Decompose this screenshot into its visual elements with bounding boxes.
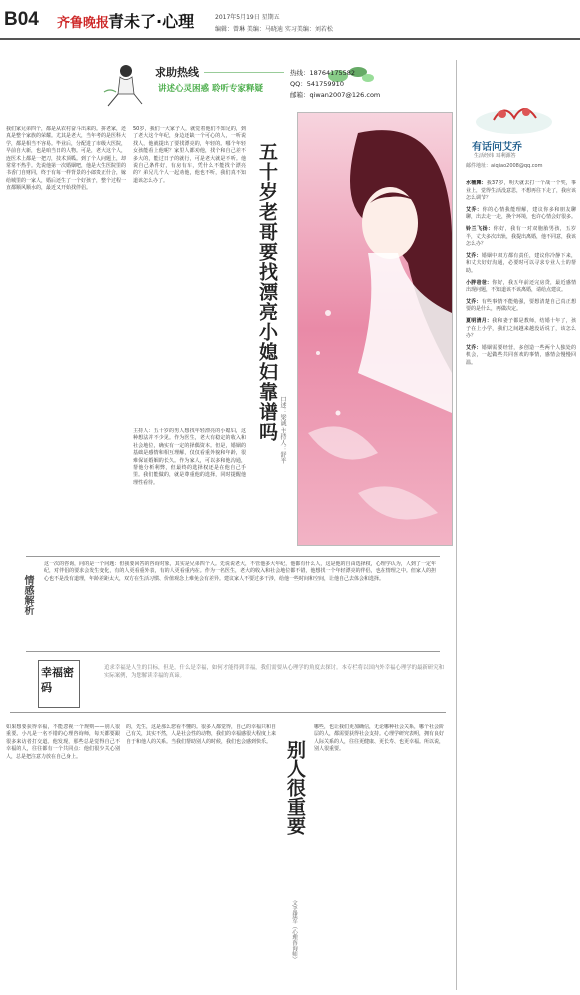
happiness-col3: 哪些，也让我们更加确信，无论哪种社会关系，哪个社会阶层的人，都需要获得社会支持。心理学研究表明，拥有良好人际关系的人，往往更健康、更长寿、也更幸福。所以说，别人很重要。 xyxy=(314,724,444,753)
qa-text: 婚姻需要经营，多创造一些两个人独处的机会，一起做些共同喜欢的事情，感情会慢慢回温。 xyxy=(466,344,576,366)
happiness-badge xyxy=(38,660,80,708)
qa-text: 婚姻中双方都有责任，建议你冷静下来，和丈夫好好沟通，必要时可以寻求专业人士的帮助。 xyxy=(466,252,576,274)
hotline-phone: 热线：18764175582 xyxy=(290,69,355,77)
happiness-badge-text: 幸福密码 xyxy=(41,666,74,694)
qa-text: 我37岁，明天就去打一个战一个奖，事业上，觉得生活没意思，不想再往下走了，我应该怎么调节？ xyxy=(466,180,576,202)
qa-entry xyxy=(466,226,576,249)
figure-illustration xyxy=(100,62,144,108)
main-story-byline: 口述：梁诚 主持人：舒平 xyxy=(279,396,286,464)
qa-text: 我和妻子都是教师，结婚十年了，孩子在上小学，我们之间越来越没话说了，该怎么办？ xyxy=(466,317,576,340)
hotline-underline xyxy=(204,72,284,73)
qa-entry xyxy=(466,345,576,368)
hotline-email: 邮箱：qiwan2007@126.com xyxy=(290,91,381,99)
hotline-title: 求助热线 xyxy=(155,66,199,79)
column-box-email: 邮件地址：aiqiao2008@qq.com xyxy=(466,163,543,169)
qa-asker: 夏明清月： xyxy=(466,317,493,324)
happiness-col2: 的，先生，这是那么您看不懂的。很多人都觉得，自己的幸福只和自己有关，其实不然，人是社会性的动物，我们的幸福感很大程度上来自于和他人的关系。当我们帮助别人的时候，我们也会感到快乐。 xyxy=(126,724,276,745)
qa-text: 你好，我有一对双胞胎男孩，五岁半，丈夫多次出轨，我提出离婚，他不同意，我该怎么办？ xyxy=(466,225,576,248)
qa-asker: 艾乔： xyxy=(466,344,482,351)
happiness-lead: 追求幸福是人生的目标，但是，什么是幸福，如何才能得到幸福，我们需要从心理学的角度去探讨。本专栏将以国内外幸福心理学的最新研究和实际案例，为您解读幸福的真谛。 xyxy=(104,665,444,679)
qa-text: 你好，我五年前还完房贷，最近感情出现问题，不知道该不该离婚，请给点建议。 xyxy=(466,279,576,294)
main-story-col2: 50岁，我们一大家子人，就觉着他们不知足的，到了老大这个年纪，身边还缺一个可心的人，一听说找人，他就提出了要找漂亮的，年轻的。哪个年轻女孩能看上他呢？家里人都劝他，找个和自己差不多大的，能过日子的就行，可是老大就是不听。他说自己条件好，有房有车，凭什么不能找个漂亮的？弟兄几个人一起劝他，他也不听，我们真不知道该怎么办了。 xyxy=(133,126,246,184)
column-box-subtitle: 生活经纬 耳利源答 xyxy=(474,153,516,159)
qa-entry xyxy=(466,299,576,314)
happiness-title: 别人很重要 xyxy=(284,740,306,835)
analysis-label: 情感解析 xyxy=(22,575,33,615)
right-column-divider xyxy=(456,60,457,990)
main-story-title: 五十岁老哥要找漂亮小媳妇靠谱吗 xyxy=(256,142,278,442)
qa-asker: 艾乔： xyxy=(466,252,482,259)
sidebar-qa-list xyxy=(466,180,576,980)
analysis-box xyxy=(22,556,440,652)
qa-text: 有些事情不能勉强，要想清楚自己真正想要的是什么，再做决定。 xyxy=(466,298,576,313)
column-box-art xyxy=(474,92,554,136)
happiness-byline: 文/孟建军（心理咨询师） xyxy=(291,900,297,963)
masthead xyxy=(0,0,580,42)
main-story-col1: 我们家兄弟四个，都是从农村奋斗出来的。拼老家，还真是整个家族的荣耀。尤其是老大，当年考的是医科大学，都是相当不容易。毕业后，分配进了市级大医院，早前自大新，也是咱当日的人物。可是，老大这个人，连医术上都是一把刀，技术顶呱。到了个人问题上，却常常不热乎。先说他第一次婚姻吧，他是大生医院里的书香门自财同，终于有每一样背景的小郎贵正什合，嫁给城里的一家人，婚后还生了一个好孩子，整个过程一直都顺风顺水的，最近又开始找伴侣。 xyxy=(6,126,126,192)
main-story-col3: 主持人：五十岁的男人想找年轻漂亮的小媳妇，这种想法并不少见。作为医生，老大有稳定的收入和社会地位，确实有一定的择偶资本。但是，婚姻的基础是感情和相互理解，仅仅看重外貌和年龄，很难保证婚姻的长久。作为家人，可以多和他沟通，帮他分析利弊，但最终的选择权还是在他自己手里。我们能做的，就是尊重他的选择，同时提醒他理性看待。 xyxy=(133,428,246,486)
qa-asker: 铃兰飞扬： xyxy=(466,225,494,232)
woman-illustration xyxy=(297,112,453,546)
hotline-tagline: 讲述心灵困惑 聆听专家释疑 xyxy=(158,84,263,94)
qa-text: 你的心情我能理解，建议你多和朋友聊聊，出去走一走，换个环境，也许心情会好很多。 xyxy=(466,206,576,221)
qa-entry xyxy=(466,207,576,222)
page-number: B04 xyxy=(4,9,39,30)
qa-entry xyxy=(466,280,576,295)
qa-asker: 水楠舞： xyxy=(466,180,487,186)
qa-asker: 小胖爸爸： xyxy=(466,279,493,286)
qa-asker: 艾乔： xyxy=(466,206,483,213)
section-title: 青未了·心理 xyxy=(108,12,195,31)
hotline-qq: QQ：541759910 xyxy=(290,80,344,88)
qa-entry xyxy=(466,180,576,203)
masthead-rule xyxy=(0,38,580,40)
happiness-col1: 如果想要获得幸福，不能忽视一个规则——别人很重要。小凡是一名不错的心理咨询师，每天都要跟很多来访者打交道。他发现，那些总是觉得自己不幸福的人，往往都有一个共同点：他们很少关心别人，总是把注意力放在自己身上。 xyxy=(6,724,120,760)
date-line: 2017年5月19日 星期五 xyxy=(215,14,280,21)
column-box-title: 有话问艾乔 xyxy=(472,142,522,153)
qa-entry xyxy=(466,253,576,276)
qa-entry xyxy=(466,318,576,341)
hotline-contacts xyxy=(290,68,410,101)
paper-name: 齐鲁晚报 xyxy=(57,16,110,31)
qa-asker: 艾乔： xyxy=(466,298,482,305)
happiness-rule xyxy=(10,712,446,713)
editors-line: 编辑：曾琳 美编：马晓迪 实习美编：刘若松 xyxy=(215,26,333,33)
analysis-text: 这一次的咨询，问的是一个问题：但我要回答的咨询对象，其实是兄弟四个人。先说说老大，不管他多大年纪，他都有什么人，这是他的自由选择权，心理学认为，人到了一定年纪，对伴侣的要求会发生变化，有的人更看重外表，有的人更看重内在。作为一名医生，老大的收入和社会地位都不错，他想找一个年轻漂亮的伴侣，也在情理之中。但家人的担心也不是没有道理，年龄差距太大，双方在生活习惯、价值观念上难免会有差异。建议家人不要过多干涉，给他一些时间和空间，让他自己去体会和选择。 xyxy=(44,561,436,582)
